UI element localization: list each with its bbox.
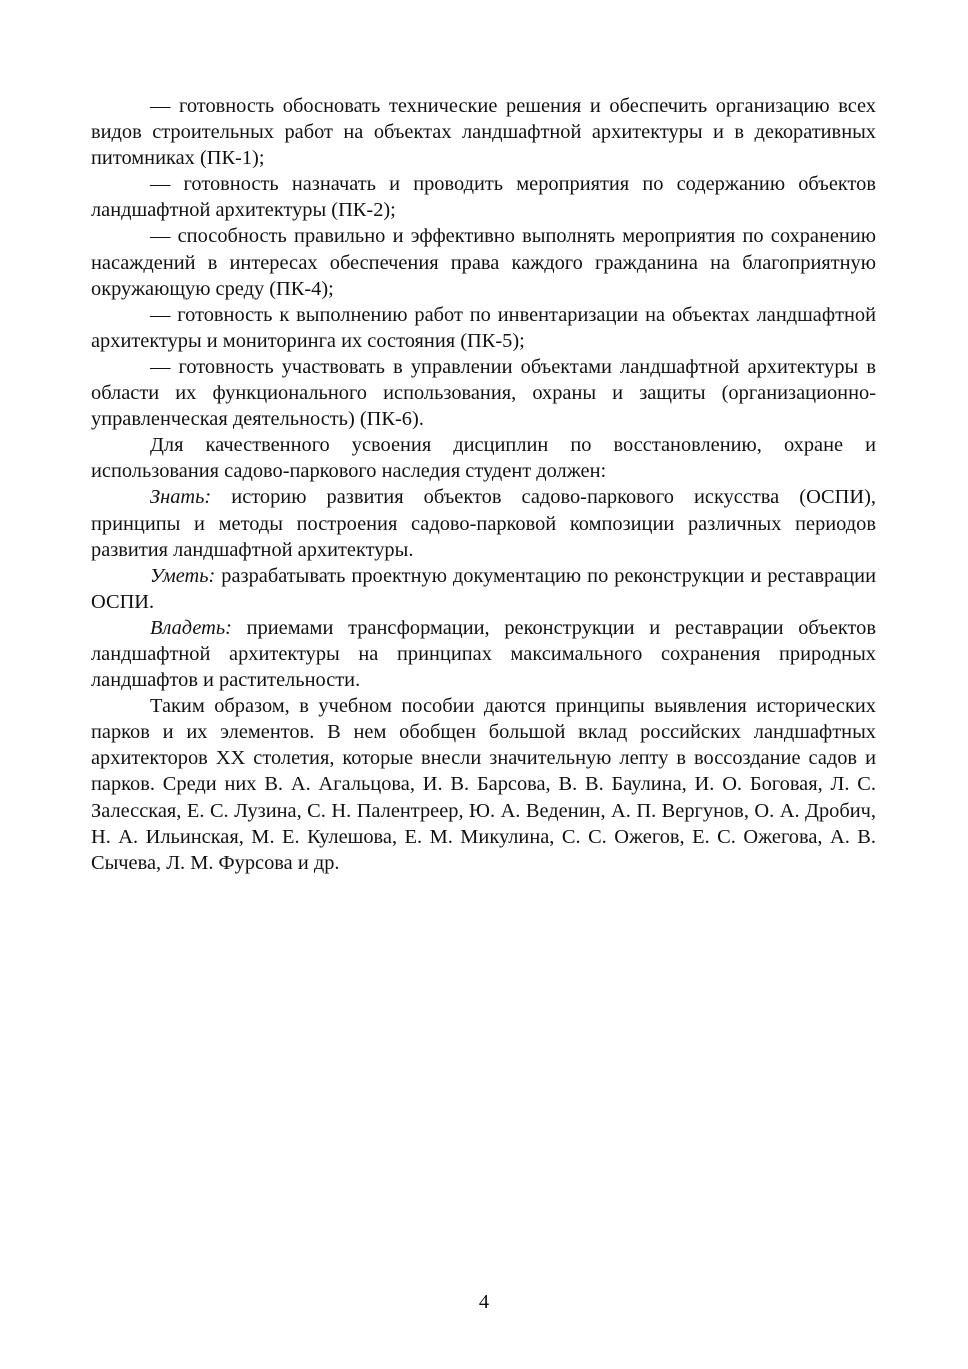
paragraph-able (91, 563, 876, 615)
paragraph-summary (91, 693, 876, 876)
paragraph-text: — способность правильно и эффективно выполнять мероприятия по сохранению насаждений в интересах обеспечения права каждого гражданина на благоприятную окружающую среду (ПК-4); (91, 225, 876, 300)
paragraph-lead: Уметь: (150, 564, 216, 587)
paragraph-intro (91, 432, 876, 484)
page-number: 4 (478, 1291, 490, 1313)
paragraph-text: — готовность участвовать в управлении объектами ландшафтной архитектуры в области их функционального использования, охраны и защиты (организационно-управленческая деятельность) (ПК-6). (91, 355, 876, 431)
paragraph-know (91, 484, 876, 562)
paragraph-master (91, 615, 876, 693)
paragraph-text: — готовность к выполнению работ по инвентаризации на объектах ландшафтной архитектуры и мониторинга их состояния (ПК-5); (91, 303, 876, 352)
paragraph-pk1 (91, 93, 876, 171)
page-body (91, 93, 876, 876)
paragraph-text: историю развития объектов садово-паркового искусства (ОСПИ), принципы и методы построения садово-парковой композиции различных периодов развития ландшафтной архитектуры. (91, 486, 876, 561)
paragraph-text: Для качественного усвоения дисциплин по восстановлению, охране и использования садово-паркового наследия студент должен: (91, 434, 876, 483)
paragraph-pk4 (91, 223, 876, 301)
paragraph-pk5 (91, 302, 876, 354)
paragraph-lead: Знать: (150, 486, 212, 509)
paragraph-text: приемами трансформации, реконструкции и реставрации объектов ландшафтной архитектуры на принципах максимального сохранения природных ландшафтов и растительности. (91, 616, 876, 692)
paragraph-text: — готовность обосновать технические решения и обеспечить организацию всех видов строительных работ на объектах ландшафтной архитектуры и в декоративных питомниках (ПК-1); (91, 95, 876, 170)
paragraph-pk6 (91, 354, 876, 432)
paragraph-pk2 (91, 171, 876, 223)
paragraph-text: — готовность назначать и проводить мероприятия по содержанию объектов ландшафтной архитектуры (ПК-2); (91, 173, 876, 222)
paragraph-lead: Владеть: (150, 616, 232, 639)
paragraph-text: Таким образом, в учебном пособии даются принципы выявления исторических парков и их элементов. В нем обобщен большой вклад российских ландшафтных архитекторов XX столетия, которые внесли значительную лепту в воссоздание садов и парков. Среди них В. А. Агальцова, И. В. Барсова, В. В. Баулина, И. О. Боговая, Л. С. Залесская, Е. С. Лузина, С. Н. Палентреер, Ю. А. Веденин, А. П. Вергунов, О. А. Дробич, Н. А. Ильинская, М. Е. Кулешова, Е. М. Микулина, С. С. Ожегов, Е. С. Ожегова, А. В. Сычева, Л. М. Фурсова и др. (91, 695, 876, 874)
paragraph-text: разрабатывать проектную документацию по реконструкции и реставрации ОСПИ. (91, 564, 876, 613)
